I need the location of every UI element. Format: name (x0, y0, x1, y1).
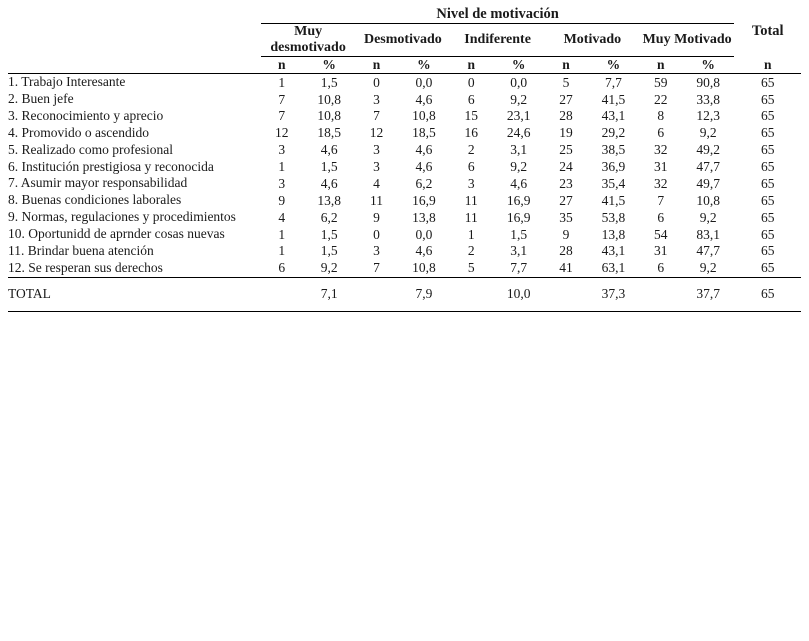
cell-value: 10,8 (317, 108, 341, 124)
cell-value: 18,5 (317, 125, 341, 141)
cell-value: 63,1 (601, 260, 626, 276)
row-label: 9. Normas, regulaciones y procedimientos (8, 209, 236, 225)
cell-value: 0 (467, 74, 475, 90)
cell-value: 6 (657, 260, 665, 276)
cell-value: 4 (278, 209, 286, 225)
cell-value: 5 (562, 74, 570, 90)
table-row (8, 226, 801, 243)
cell-value: 1,5 (320, 226, 338, 242)
cell-value: 1 (278, 226, 286, 242)
cell-value: 35 (559, 209, 573, 225)
row-label: 1. Trabajo Interesante (8, 74, 126, 90)
header-category-muy-motivado: Muy Motivado (640, 24, 735, 57)
cell-value: 7,7 (604, 74, 622, 90)
header-category-muy-desmotivado: Muy desmotivado (261, 24, 356, 57)
header-category-motivado: Motivado (545, 24, 640, 57)
cell-value: 1,5 (320, 159, 338, 174)
header-sub-blank (8, 57, 261, 74)
cell-value: 0,0 (415, 226, 433, 242)
table-body (8, 74, 801, 311)
total-cell (545, 277, 587, 310)
header-row-title (8, 6, 801, 24)
cell-value: 3 (278, 142, 286, 158)
cell-value: 49,7 (696, 175, 720, 191)
header-row-categories (8, 24, 801, 57)
cell-value: 25 (559, 142, 573, 158)
cell-total: 65 (760, 175, 775, 191)
cell-value: 36,9 (601, 159, 626, 174)
cell-value: 49,2 (696, 142, 720, 158)
subheader-n-1: n (261, 57, 303, 74)
cell-total: 65 (760, 108, 775, 124)
cell-value: 43,1 (601, 243, 626, 259)
table-total-row (8, 277, 801, 310)
subheader-pct-5: % (682, 57, 735, 74)
header-category-indiferente: Indiferente (450, 24, 545, 57)
cell-value: 9,2 (510, 159, 528, 174)
cell-value: 0 (373, 226, 380, 242)
cell-value: 23,1 (506, 108, 531, 124)
cell-value: 6,2 (415, 175, 433, 191)
cell-value: 18,5 (412, 125, 436, 141)
table-row (8, 159, 801, 176)
table-row (8, 243, 801, 260)
cell-value: 0,0 (415, 74, 433, 90)
cell-value: 6,2 (320, 209, 338, 225)
cell-value: 23 (559, 175, 573, 191)
cell-value: 10,8 (412, 108, 436, 124)
total-cell (640, 277, 682, 310)
cell-value: 9 (562, 226, 570, 242)
table-row (8, 142, 801, 159)
header-category-desmotivado: Desmotivado (355, 24, 450, 57)
table-row (8, 192, 801, 209)
row-label: 8. Buenas condiciones laborales (8, 192, 182, 208)
cell-value: 3 (373, 243, 380, 259)
cell-value: 7 (278, 108, 286, 124)
cell-value: 33,8 (696, 91, 720, 107)
table-bottom-rule (8, 311, 801, 312)
total-cell: 65 (734, 277, 801, 310)
header-row-subheaders (8, 57, 801, 74)
cell-value: 41,5 (601, 192, 626, 208)
table-row (8, 91, 801, 108)
row-label: 11. Brindar buena atención (8, 242, 154, 258)
cell-value: 0 (373, 74, 380, 90)
cell-value: 31 (654, 243, 668, 259)
cell-value: 4 (373, 175, 380, 191)
cell-value: 7 (657, 192, 665, 208)
cell-value: 10,8 (696, 192, 720, 208)
cell-value: 24 (559, 159, 573, 174)
subheader-pct-1: % (303, 57, 356, 74)
cell-value: 13,8 (601, 226, 626, 242)
cell-value: 7 (373, 108, 380, 124)
cell-value: 5 (467, 260, 475, 276)
cell-value: 6 (657, 209, 665, 225)
header-main-title: Nivel de motivación (261, 6, 735, 24)
subheader-pct-4: % (587, 57, 640, 74)
cell-total: 65 (760, 260, 775, 276)
cell-total: 65 (760, 243, 775, 259)
cell-value: 4,6 (415, 91, 433, 107)
cell-value: 43,1 (601, 108, 626, 124)
cell-value: 6 (467, 91, 475, 107)
cell-total: 65 (760, 74, 775, 90)
cell-value: 9,2 (510, 91, 528, 107)
subheader-n-4: n (545, 57, 587, 74)
cell-value: 11 (464, 192, 478, 208)
table-row (8, 74, 801, 91)
cell-value: 4,6 (320, 175, 338, 191)
total-cell: 37,7 (682, 277, 735, 310)
motivation-table (8, 6, 801, 311)
row-label: 2. Buen jefe (8, 91, 74, 107)
cell-value: 90,8 (696, 74, 720, 90)
cell-value: 12 (275, 125, 289, 141)
cell-value: 1,5 (320, 243, 338, 259)
cell-value: 4,6 (510, 175, 528, 191)
total-row-label: TOTAL (8, 277, 261, 310)
subheader-n-2: n (355, 57, 397, 74)
cell-value: 3 (373, 91, 380, 107)
cell-value: 28 (559, 243, 573, 259)
cell-value: 3,1 (510, 243, 528, 259)
cell-value: 12,3 (696, 108, 720, 124)
cell-value: 15 (464, 108, 479, 124)
cell-value: 16,9 (506, 192, 531, 208)
cell-total: 65 (760, 125, 775, 141)
cell-total: 65 (760, 209, 775, 225)
cell-value: 1,5 (320, 74, 338, 90)
cell-value: 9,2 (699, 209, 717, 225)
subheader-n-total: n (734, 57, 801, 74)
cell-value: 4,6 (320, 142, 338, 158)
cell-value: 12 (369, 125, 384, 141)
cell-value: 28 (559, 108, 573, 124)
row-label: 3. Reconocimiento y aprecio (8, 107, 164, 123)
cell-total: 65 (760, 91, 775, 107)
cell-value: 53,8 (601, 209, 626, 225)
cell-value: 1 (278, 74, 286, 90)
total-cell (450, 277, 492, 310)
table-row (8, 209, 801, 226)
cell-value: 38,5 (601, 142, 626, 158)
total-cell (355, 277, 397, 310)
cell-value: 3 (467, 175, 475, 191)
cell-value: 24,6 (506, 125, 531, 141)
cell-value: 13,8 (317, 192, 341, 208)
cell-value: 35,4 (601, 175, 626, 191)
cell-value: 3 (373, 142, 380, 158)
cell-value: 11 (464, 209, 478, 225)
cell-value: 32 (654, 175, 668, 191)
cell-value: 41,5 (601, 91, 626, 107)
cell-value: 16,9 (506, 209, 531, 225)
total-cell: 7,1 (303, 277, 356, 310)
total-cell (261, 277, 303, 310)
total-cell: 37,3 (587, 277, 640, 310)
total-cell: 7,9 (398, 277, 451, 310)
cell-value: 1 (278, 243, 286, 259)
cell-value: 32 (654, 142, 668, 158)
cell-value: 0,0 (510, 74, 528, 90)
cell-value: 10,8 (412, 260, 436, 276)
row-label: 12. Se resperan sus derechos (8, 259, 163, 275)
cell-value: 3 (373, 159, 380, 174)
row-label: 6. Institución prestigiosa y reconocida (8, 158, 214, 174)
cell-value: 83,1 (696, 226, 720, 242)
cell-value: 4,6 (415, 243, 433, 259)
row-label: 10. Oportunidd de aprnder cosas nuevas (8, 226, 225, 242)
table-row (8, 260, 801, 277)
cell-value: 22 (654, 91, 668, 107)
cell-value: 1,5 (510, 226, 528, 242)
cell-value: 6 (657, 125, 665, 141)
cell-value: 47,7 (696, 159, 720, 174)
header-category-blank (8, 24, 261, 57)
cell-value: 19 (559, 125, 573, 141)
cell-value: 16 (464, 125, 479, 141)
cell-value: 13,8 (412, 209, 436, 225)
cell-value: 27 (559, 91, 573, 107)
cell-value: 27 (559, 192, 573, 208)
cell-value: 41 (559, 260, 573, 276)
cell-value: 16,9 (412, 192, 436, 208)
cell-value: 9 (278, 192, 286, 208)
cell-value: 6 (467, 159, 475, 174)
cell-total: 65 (760, 159, 775, 174)
table-row (8, 175, 801, 192)
subheader-n-3: n (450, 57, 492, 74)
cell-value: 7 (278, 91, 286, 107)
cell-value: 4,6 (415, 142, 433, 158)
cell-value: 9,2 (699, 125, 717, 141)
subheader-pct-2: % (398, 57, 451, 74)
cell-value: 1 (467, 226, 475, 242)
cell-value: 1 (278, 159, 286, 174)
row-label: 7. Asumir mayor responsabilidad (8, 175, 188, 191)
cell-value: 9,2 (699, 260, 717, 276)
cell-value: 3 (278, 175, 286, 191)
cell-value: 54 (654, 226, 668, 242)
cell-value: 2 (467, 243, 475, 259)
cell-value: 9 (373, 209, 380, 225)
cell-value: 11 (370, 192, 384, 208)
total-cell: 10,0 (492, 277, 545, 310)
subheader-n-5: n (640, 57, 682, 74)
header-corner-blank (8, 6, 261, 24)
cell-total: 65 (760, 192, 775, 208)
cell-value: 8 (657, 108, 665, 124)
cell-value: 31 (654, 159, 668, 174)
subheader-pct-3: % (492, 57, 545, 74)
row-label: 5. Realizado como profesional (8, 141, 173, 157)
table-row (8, 108, 801, 125)
cell-total: 65 (760, 226, 775, 242)
cell-value: 29,2 (601, 125, 626, 141)
cell-value: 7,7 (510, 260, 528, 276)
cell-value: 6 (278, 260, 286, 276)
row-label: 4. Promovido o ascendido (8, 124, 149, 140)
cell-value: 2 (467, 142, 475, 158)
cell-total: 65 (760, 142, 775, 158)
cell-value: 9,2 (320, 260, 338, 276)
header-total-label: Total (751, 22, 784, 39)
table-row (8, 125, 801, 142)
cell-value: 10,8 (317, 91, 341, 107)
cell-value: 59 (654, 74, 668, 90)
cell-value: 3,1 (510, 142, 528, 158)
cell-value: 47,7 (696, 243, 720, 259)
cell-value: 7 (373, 260, 380, 276)
cell-value: 4,6 (415, 159, 433, 174)
